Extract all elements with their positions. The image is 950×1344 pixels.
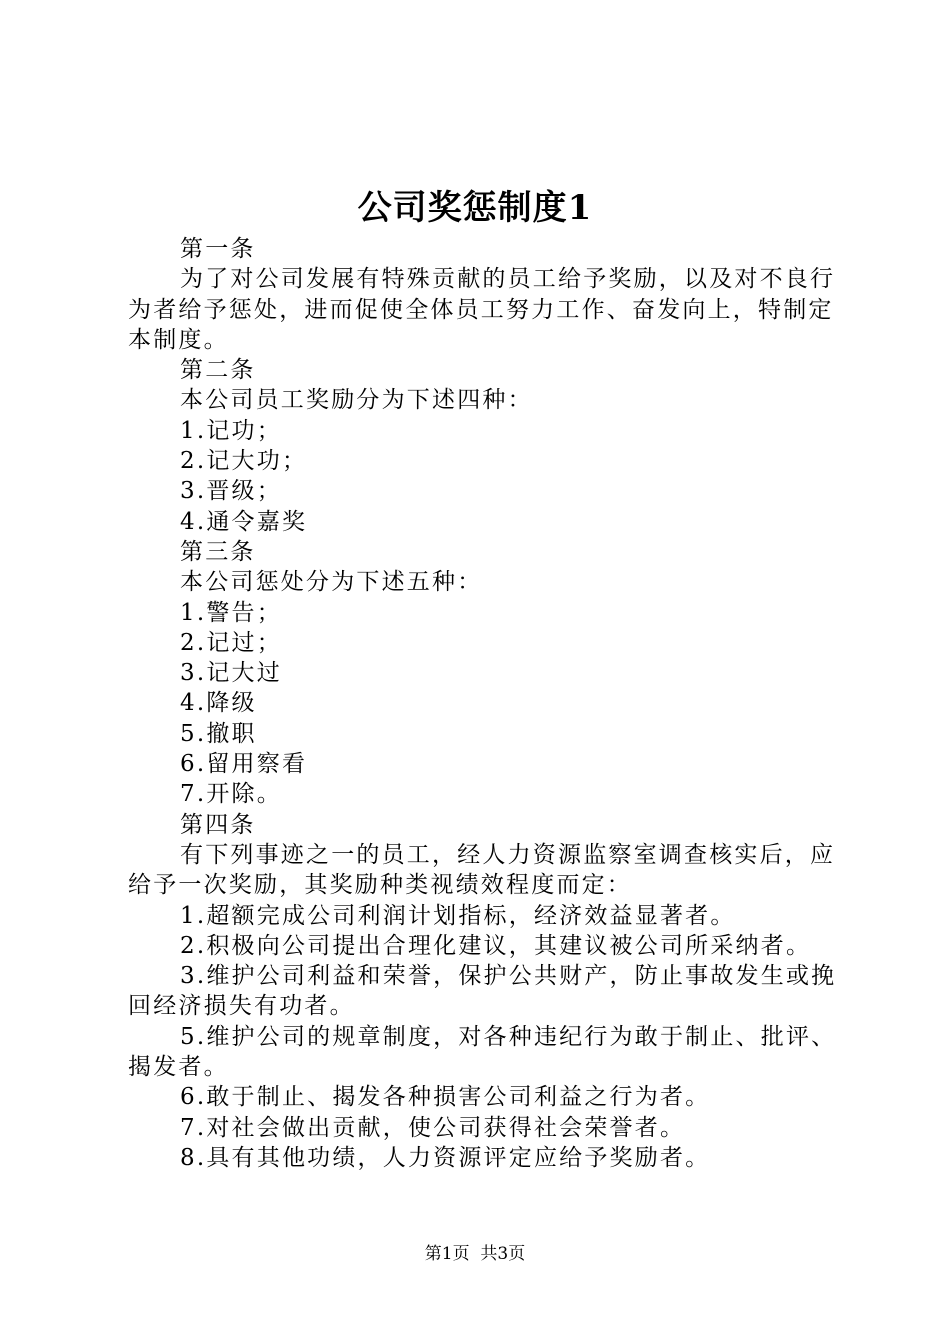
page-footer [0,1242,950,1266]
paragraph: 3.维护公司利益和荣誉，保护公共财产，防止事故发生或挽回经济损失有功者。 [128,963,837,1020]
paragraph: 本公司员工奖励分为下述四种： [180,387,533,414]
document-body [128,234,840,1173]
paragraph: 1.警告； [180,599,282,626]
paragraph: 5.撤职 [180,720,257,747]
paragraph: 第四条 [180,811,256,838]
paragraph: 2.积极向公司提出合理化建议，其建议被公司所采纳者。 [180,932,812,959]
paragraph: 6.留用察看 [180,751,308,778]
paragraph: 为了对公司发展有特殊贡献的员工给予奖励，以及对不良行为者给予惩处，进而促使全体员工努力工作、奋发向上，特制定本制度。 [128,266,836,353]
page-number-current: 第1页 [424,1244,470,1264]
paragraph: 第三条 [180,538,256,565]
paragraph: 4.降级 [180,690,257,717]
paragraph: 1.超额完成公司利润计划指标，经济效益显著者。 [180,902,736,929]
paragraph: 7.对社会做出贡献，使公司获得社会荣誉者。 [180,1114,686,1141]
paragraph: 有下列事迹之一的员工，经人力资源监察室调查核实后，应给予一次奖励，其奖励种类视绩效程度而定： [128,841,836,899]
paragraph: 第一条 [180,236,256,262]
paragraph: 8.具有其他功绩，人力资源评定应给予奖励者。 [180,1144,711,1171]
paragraph: 3.晋级； [180,478,282,505]
document-title: 公司奖惩制度1 [357,188,593,228]
paragraph: 3.记大过 [180,660,282,687]
paragraph: 第二条 [180,357,256,384]
paragraph: 6.敢于制止、揭发各种损害公司利益之行为者。 [180,1084,711,1111]
paragraph: 4.通令嘉奖 [180,508,308,535]
paragraph: 2.记过； [180,629,282,656]
paragraph: 7.开除。 [180,781,282,808]
paragraph: 本公司惩处分为下述五种： [180,569,483,596]
page-number-total: 共3页 [480,1244,526,1264]
paragraph: 5.维护公司的规章制度，对各种违纪行为敢于制止、批评、揭发者。 [128,1023,837,1081]
paragraph: 2.记大功； [180,448,308,475]
paragraph: 1.记功； [180,417,282,444]
